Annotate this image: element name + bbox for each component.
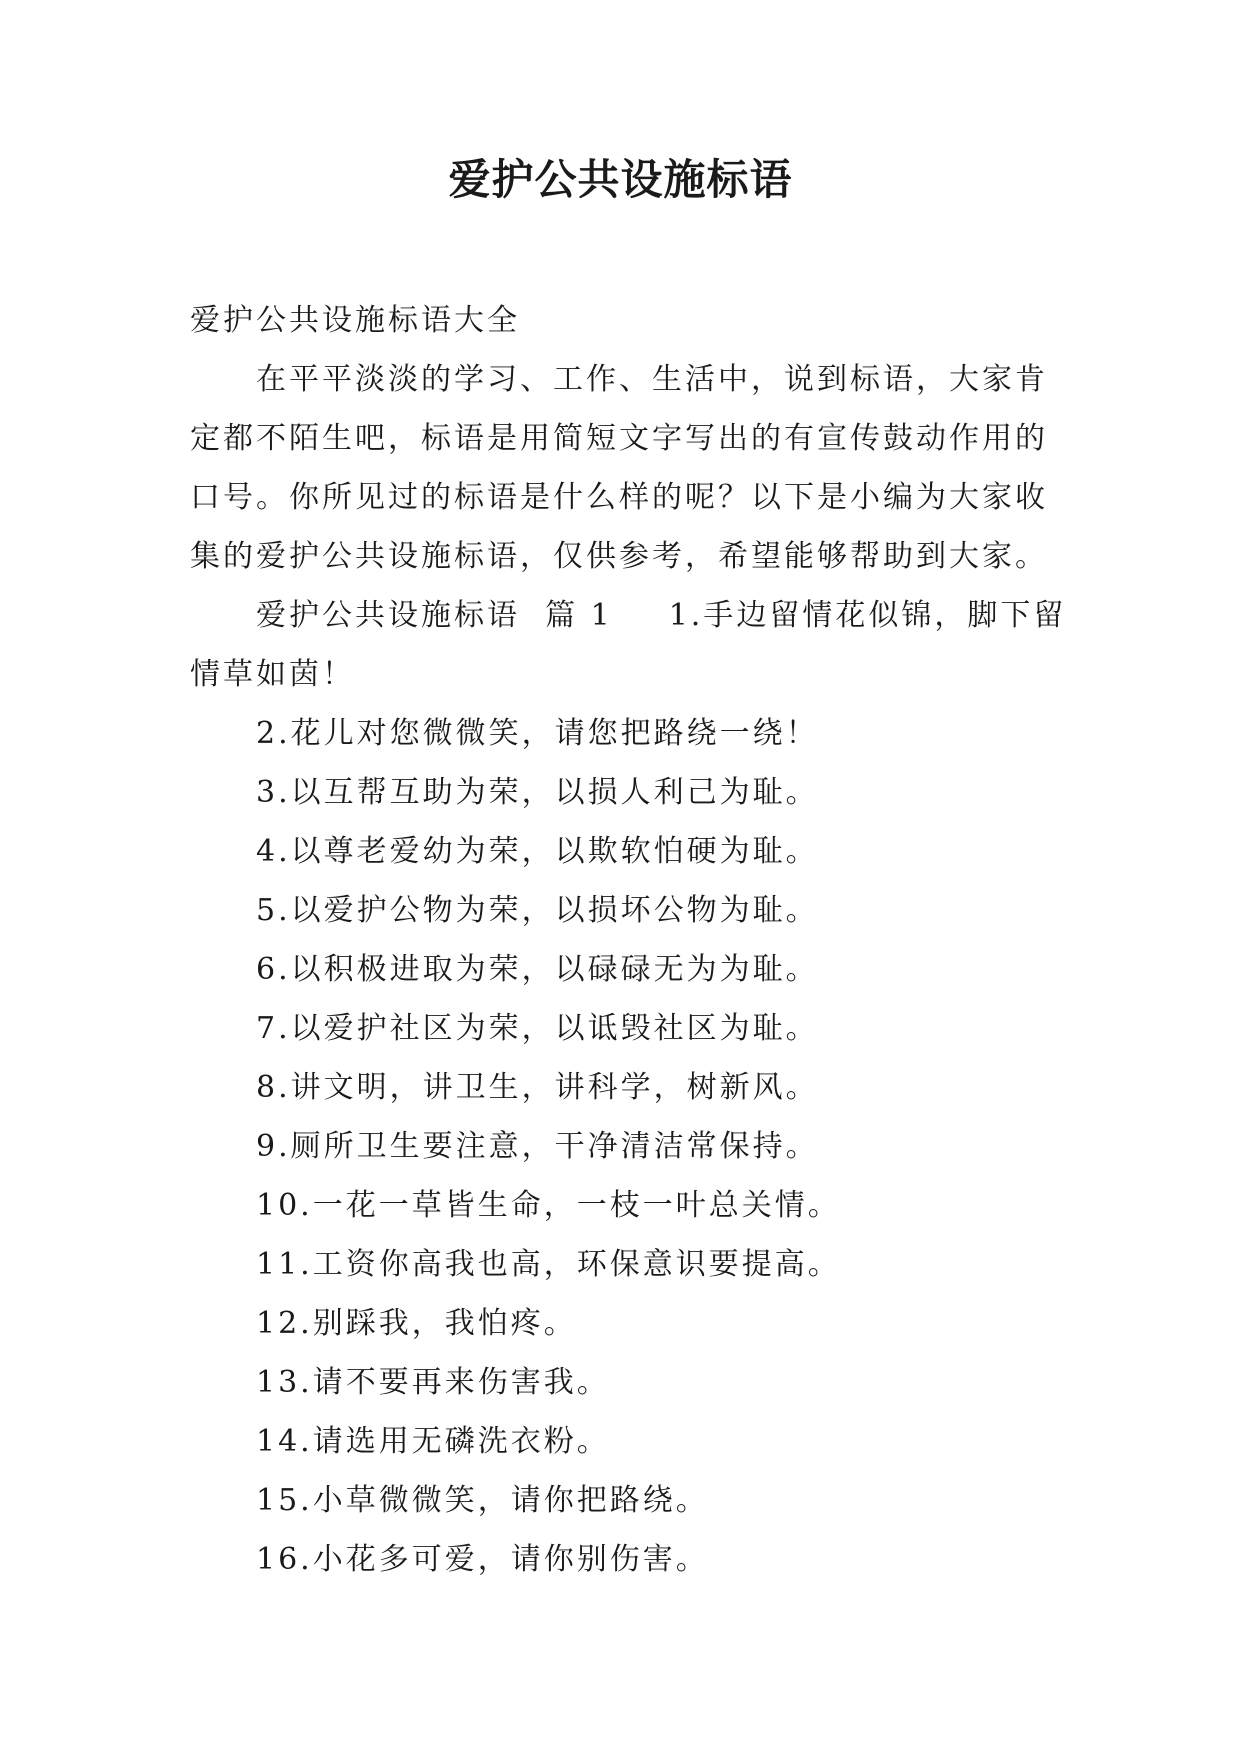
list-item: 4.以尊老爱幼为荣，以欺软怕硬为耻。	[256, 834, 819, 869]
list-item: 9.厕所卫生要注意，干净清洁常保持。	[256, 1129, 819, 1164]
list-item: 11.工资你高我也高，环保意识要提高。	[256, 1247, 841, 1282]
list-item: 12.别踩我，我怕疼。	[256, 1306, 577, 1341]
list-item: 2.花儿对您微微笑，请您把路绕一绕！	[256, 716, 819, 751]
list-item: 6.以积极进取为荣，以碌碌无为为耻。	[256, 952, 819, 987]
list-item: 14.请选用无磷洗衣粉。	[256, 1424, 610, 1459]
page-title: 爱护公共设施标语	[448, 155, 793, 204]
list-item: 16.小花多可爱，请你别伤害。	[256, 1542, 709, 1577]
document-body	[190, 291, 1070, 1589]
list-item: 3.以互帮互助为荣，以损人利己为耻。	[256, 775, 819, 810]
list-item: 10.一花一草皆生命，一枝一叶总关情。	[256, 1188, 841, 1223]
list-item-1-part1: 1.手边留情花似锦，脚下留	[668, 598, 1067, 633]
section-heading-line	[190, 586, 1070, 645]
list-item: 8.讲文明，讲卫生，讲科学，树新风。	[256, 1070, 819, 1105]
list-item: 13.请不要再来伤害我。	[256, 1365, 610, 1400]
subtitle: 爱护公共设施标语大全	[190, 303, 520, 338]
intro-line-4: 集的爱护公共设施标语，仅供参考，希望能够帮助到大家。	[190, 539, 1048, 574]
intro-line-1: 在平平淡淡的学习、工作、生活中，说到标语，大家肯	[256, 362, 1048, 397]
list-item-1-part2: 情草如茵！	[190, 657, 355, 692]
intro-line-2: 定都不陌生吧，标语是用简短文字写出的有宣传鼓动作用的	[190, 421, 1048, 456]
list-item: 7.以爱护社区为荣，以诋毁社区为耻。	[256, 1011, 819, 1046]
section-heading: 爱护公共设施标语 篇 1	[256, 598, 613, 633]
list-item: 15.小草微微笑，请你把路绕。	[256, 1483, 709, 1518]
list-item: 5.以爱护公物为荣，以损坏公物为耻。	[256, 893, 819, 928]
intro-line-3: 口号。你所见过的标语是什么样的呢？以下是小编为大家收	[190, 480, 1048, 515]
